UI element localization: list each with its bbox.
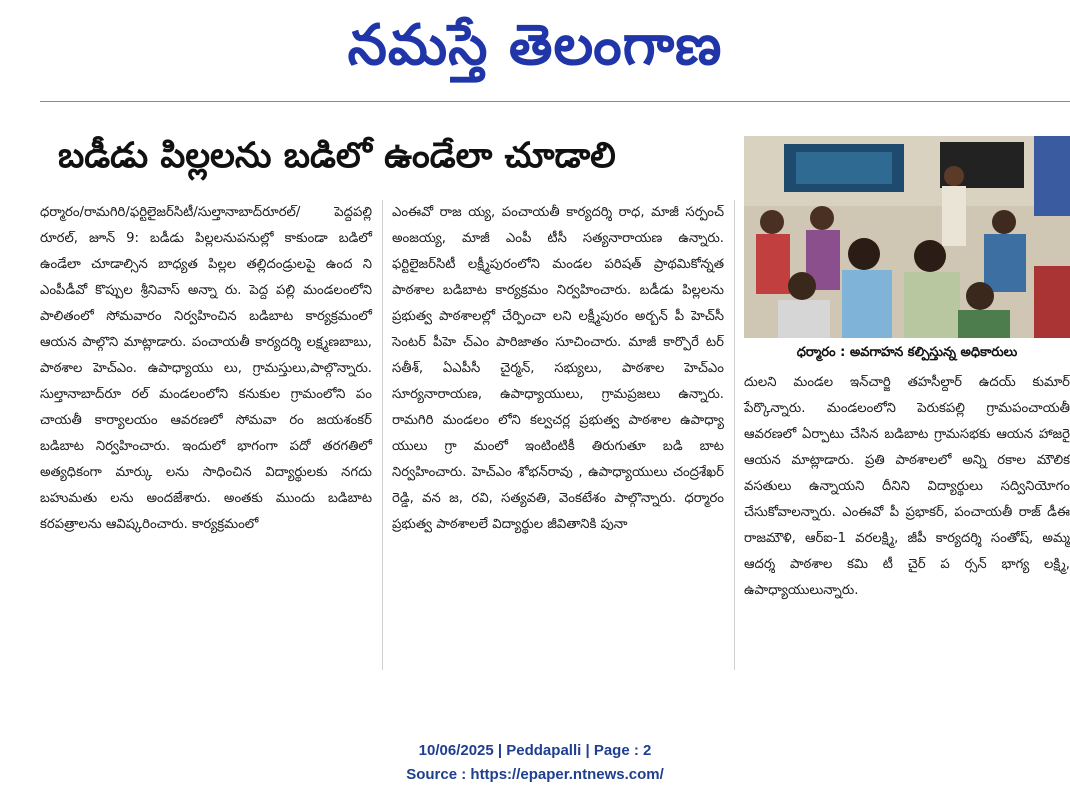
footer-source: Source : https://epaper.ntnews.com/: [406, 766, 664, 783]
masthead-divider: [40, 101, 1070, 102]
footer-date-edition: 10/06/2025 | Peddapalli | Page : 2: [418, 742, 652, 759]
masthead-logo: నమస్తే తెలంగాణ: [347, 13, 723, 78]
article-column-2: [392, 200, 724, 538]
column-divider: [734, 200, 735, 670]
photo-caption: ధర్మారం : అవగాహన కల్పిస్తున్న అధికారులు: [796, 345, 1018, 360]
column-divider: [382, 200, 383, 670]
article-photo: [744, 136, 1070, 338]
article-column-2-text: ఎంఈవో రాజ య్య, పంచాయతీ కార్యదర్శి రాధ, మాజీ సర్పంచ్ అంజయ్య, మాజీ ఎంపీ టీసీ సత్యనారాయణ ఉన్నారు. ఫర్టిలైజర్‌సిటీ లక్ష్మీపురంలోని మండల పరిషత్ ప్రాథమికోన్నత పాఠశాల బడిబాట కార్యక్రమం నిర్వహించారు. బడీడు పిల్లలను ప్రభుత్వ పాఠశాలల్లో చేర్పించా లని లక్ష్మీపురం అర్బన్ పీ హెచ్‌సీ సెంటర్ పీహె చ్‌ఎం పారిజాతం సూచించారు. మాజీ కార్పొరే టర్ సతీశ్, ఏఎపీసీ చైర్మన్, సభ్యులు, పాఠశాల హెచ్‌ఎం సూర్యనారాయణ, ఉపాధ్యాయులు, గ్రామప్రజలు ఉన్నారు. రామగిరి మండలం లోని కల్వచర్ల ప్రభుత్వ పాఠశాల ఉపాధ్యా యులు గ్రా మంలో ఇంటింటికీ తిరుగుతూ బడి బాట నిర్వహించారు. హెచ్‌ఎం శోభన్‌రావు , ఉపాధ్యాయులు చంద్రశేఖర్ రెడ్డి, వన జ, రవి, సత్యవతి, వెంకటేశం పాల్గొన్నారు. ధర్మారం ప్రభుత్వ పాఠశాలలే విద్యార్థుల జీవితానికి పునా: [392, 205, 724, 532]
article-headline: బడీడు పిల్లలను బడిలో ఉండేలా చూడాలి: [58, 136, 616, 176]
article-column-1-text: ధర్మారం/రామగిరి/ఫర్టిలైజర్‌సిటీ/సుల్తానాబాద్‌రూరల్/ పెద్దపల్లి రూరల్, జూన్ 9: బడీడు పిల్లలనుపనుల్లో కాకుండా బడిలో ఉండేలా చూడాల్సిన బాధ్యత పిల్లల తల్లిదండ్రులపై ఉంద ని ఎంపీడీవో కొప్పుల శ్రీనివాస్ అన్నా రు. పెద్ద పల్లి మండలంలోని పాలితంలో సోమవారం నిర్వహించిన బడిబాట కార్యక్రమంలో ఆయన పాల్గొని మాట్లాడారు. పంచాయతీ కార్యదర్శి లక్ష్మణబాబు, పాఠశాల హెచ్‌ఎం. ఉపాధ్యాయు లు, గ్రామస్తులు,పాల్గొన్నారు. సుల్తానాబాద్‌రూ రల్ మండలంలోని కనుకుల గ్రామంలోని పం చాయతీ కార్యాలయం ఆవరణలో సోమవా రం జయశంకర్ బడిబాట నిర్వహించారు. ఇందులో భాగంగా పదో తరగతిలో అత్యధికంగా మార్కు లను సాధించిన విద్యార్థులకు నగదు బహుమతు లను అందజేశారు. అంతకు ముందు బడిబాట కరపత్రాలను ఆవిష్కరించారు. కార్యక్రమంలో: [40, 205, 372, 532]
article-column-3-text: దులని మండల ఇన్‌చార్జి తహసీల్దార్ ఉదయ్ కుమార్ పేర్కొన్నారు. మండలంలోని పెరుకపల్లి గ్రామపంచాయతీ ఆవరణలో ఏర్పాటు చేసిన బడిబాట గ్రామసభకు ఆయన హాజరై ఆయన మాట్లాడారు. ప్రతి పాఠశాలలో అన్ని రకాల మౌలిక వసతులు ఉన్నాయని దీనిని విద్యార్థులు సద్వినియోగం చేసుకోవాలన్నారు. ఎంఈవో పీ ప్రభాకర్, పంచాయతీ రాజ్ డీఈ రాజమౌళి, ఆర్ఐ-1 వరలక్ష్మి, జీపీ కార్యదర్శి సంతోష్, అమ్మ ఆదర్శ పాఠశాల కమి టీ చైర్ ప ర్సన్ భాగ్య లక్ష్మి, ఉపాధ్యాయులున్నారు.: [744, 375, 1070, 598]
photo-illustration: [744, 136, 1070, 338]
article-column-3: [744, 370, 1070, 604]
article-column-1: [40, 200, 372, 538]
